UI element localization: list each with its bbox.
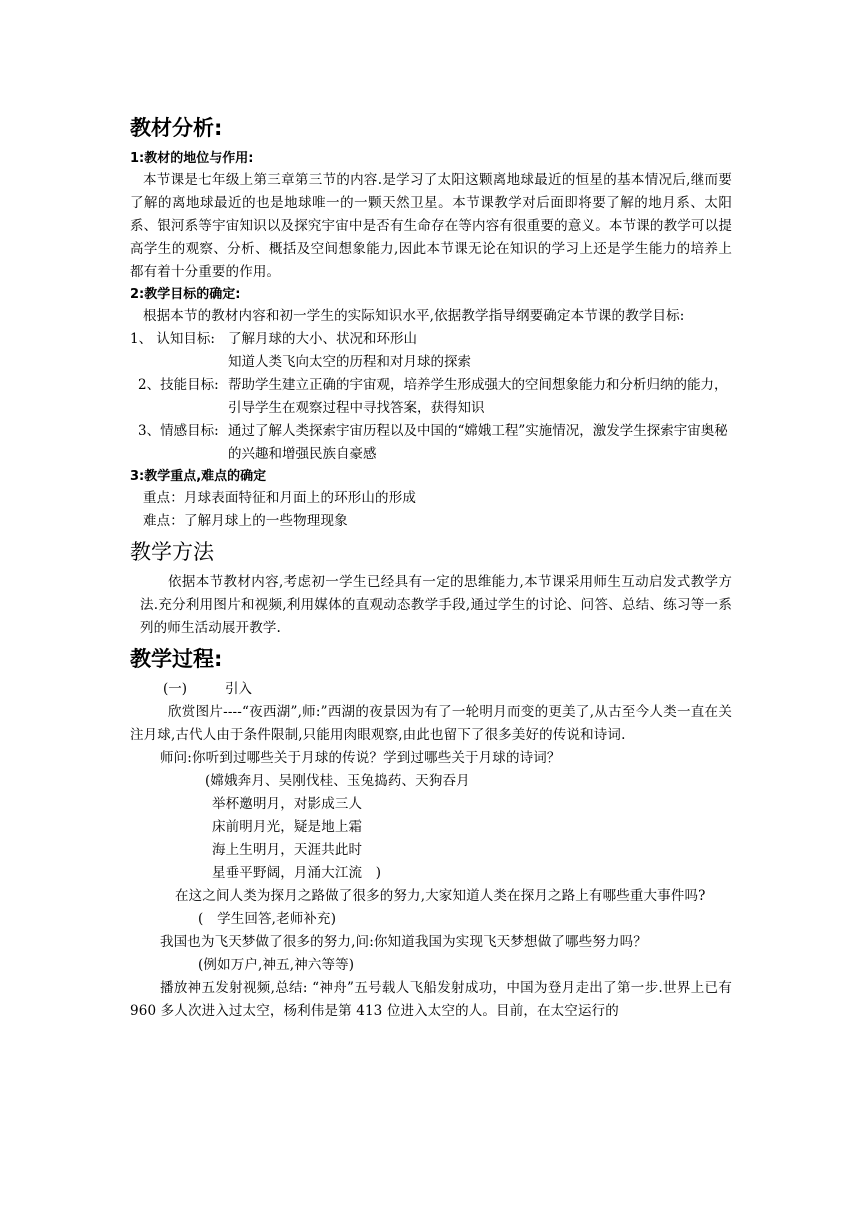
goal-emotion-text: 通过了解人类探索宇宙历程以及中国的“嫦娥工程”实施情况，激发学生探索宇宙奥秘的兴趣和增强民族自豪感 xyxy=(228,423,728,462)
goal-cognitive-line-2: 知道人类飞向太空的历程和对月球的探索 xyxy=(228,354,471,370)
goal-emotion xyxy=(130,420,732,466)
goal-cognitive-label: 1、 认知目标: xyxy=(130,331,215,347)
paragraph-intro: 欣赏图片----“夜西湖”,师:”西湖的夜景因为有了一轮明月而变的更美了,从古至今人类一直在关注月球,古代人由于条件限制,只能用肉眼观察,由此也留下了很多美好的传说和诗词. xyxy=(130,704,732,743)
poem-line-5: 星垂平野阔，月涌大江流 ) xyxy=(212,865,382,881)
goal-skill-label: 2、技能目标: xyxy=(138,377,219,393)
paragraph-teaching-method: 依据本节教材内容,考虑初一学生已经具有一定的思维能力,本节课采用师生互动启发式教学方法.充分利用图片和视频,利用媒体的直观动态教学手段,通过学生的讨论、问答、总结、练习等一系列的师生活动展开教学. xyxy=(140,574,732,636)
paragraph-shenzhou: 播放神五发射视频,总结: “神舟”五号载人飞船发射成功，中国为登月走出了第一步.世界上已有 960 多人次进入过太空，杨利伟是第 413 位进入太空的人。目前，在太空运行的 xyxy=(130,980,732,1019)
teacher-question: 师问:你听到过哪些关于月球的传说？学到过哪些关于月球的诗词？ xyxy=(160,750,561,766)
paragraph-goals-intro: 根据本节的教材内容和初一学生的实际知识水平,依据教学指导纲要确定本节课的教学目标: xyxy=(143,308,685,324)
poem-line-2: 举杯邀明月，对影成三人 xyxy=(212,796,363,812)
poem-line-3: 床前明月光，疑是地上霜 xyxy=(212,819,363,835)
key-point: 重点：月球表面特征和月面上的环形山的形成 xyxy=(143,490,416,506)
goal-skill xyxy=(130,374,732,420)
document-page xyxy=(130,108,732,1023)
goal-emotion-label: 3、情感目标: xyxy=(138,423,219,439)
section-title-textbook-analysis: 教材分析: xyxy=(130,116,223,140)
step-label: 引入 xyxy=(225,681,252,697)
section-title-teaching-process: 教学过程: xyxy=(130,647,223,671)
student-answer-2: (例如万户,神五,神六等等) xyxy=(198,957,355,973)
goal-cognitive xyxy=(130,328,732,374)
paragraph-position: 本节课是七年级上第三章第三节的内容.是学习了太阳这颗离地球最近的恒星的基本情况后,继而要了解的离地球最近的也是地球唯一的一颗天然卫星。本节课教学对后面即将要了解的地月系、太阳系、银河系等宇宙知识以及探究宇宙中是否有生命存在等内容有很重要的意义。本节课的教学可以提高学生的观察、分析、概括及空间想象能力,因此本节课无论在知识的学习上还是学生能力的培养上都有着十分重要的作用。 xyxy=(130,172,732,280)
goal-cognitive-line-1: 了解月球的大小、状况和环形山 xyxy=(228,331,417,347)
student-answer-1: ( 学生回答,老师补充) xyxy=(198,911,337,927)
poem-line-1: (嫦娥奔月、吴刚伐桂、玉兔捣药、天狗吞月 xyxy=(205,773,470,789)
paragraph-events: 在这之间人类为探月之路做了很多的努力,大家知道人类在探月之路上有哪些重大事件吗? xyxy=(175,888,706,904)
paragraph-china-dream: 我国也为飞天梦做了很多的努力,问:你知道我国为实现飞天梦想做了哪些努力吗？ xyxy=(160,934,647,950)
poem-line-4: 海上生明月，天涯共此时 xyxy=(212,842,363,858)
step-intro xyxy=(130,678,732,701)
subsection-title-position: 1:教材的地位与作用: xyxy=(130,151,254,166)
section-title-teaching-method: 教学方法 xyxy=(130,540,214,564)
step-number: (一) xyxy=(163,681,188,697)
difficult-point: 难点：了解月球上的一些物理现象 xyxy=(143,513,348,529)
subsection-title-key-points: 3:教学重点,难点的确定 xyxy=(130,469,267,484)
subsection-title-goals: 2:教学目标的确定: xyxy=(130,287,241,302)
goal-skill-text: 帮助学生建立正确的宇宙观，培养学生形成强大的空间想象能力和分析归纳的能力，引导学生在观察过程中寻找答案，获得知识 xyxy=(228,377,728,416)
